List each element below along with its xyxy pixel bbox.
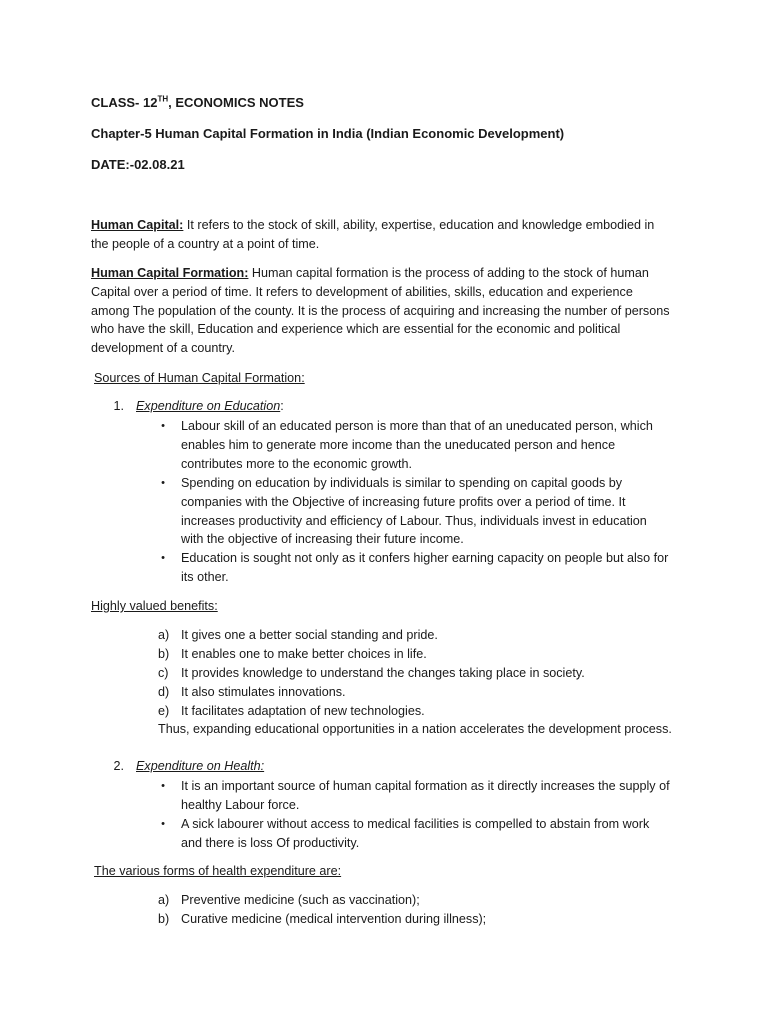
list-item: A sick labourer without access to medical facilities is compelled to abstain from work and there is loss Of productivity. [181,817,650,850]
list-letter: b) [158,912,170,926]
list-letter: c) [158,666,169,680]
human-capital-formation-definition: Human Capital Formation: Human capital formation is the process of adding to the stock of human Capital over a period of time. It refers to development of abilities, skills, education and experience among The population of the county. It is the process of acquiring and increasing the number of persons who have the skill, Education and experience which are essential for the economic and political development of a country. [91,266,670,356]
list-item: It also stimulates innovations. [181,685,346,699]
chapter-title: Chapter-5 Human Capital Formation in India (Indian Economic Development) [91,126,565,141]
bullet-icon: • [161,780,165,792]
list-item: Spending on education by individuals is similar to spending on capital goods by companies with the Objective of increasing future profits over a period of time. It increases productivity and efficiency of Labour. Thus, individuals invest in education with the objective of increasing their future income. [181,476,647,547]
date-line: DATE:-02.08.21 [91,157,185,172]
sources-heading: Sources of Human Capital Formation: [94,371,305,385]
bullet-icon: • [161,818,165,830]
list-item: Preventive medicine (such as vaccination); [181,893,420,907]
list-number: 1. [113,399,124,413]
list-item: It enables one to make better choices in life. [181,647,427,661]
list-item: It is an important source of human capital formation as it directly increases the supply of healthy Labour force. [181,779,670,812]
list-item: It gives one a better social standing and pride. [181,628,438,642]
bullet-icon: • [161,552,165,564]
list-item: Labour skill of an educated person is more than that of an uneducated person, which enables him to generate more income than the uneducated person and hence contributes more to the economic growth. [181,419,653,471]
health-forms-heading: The various forms of health expenditure are: [94,864,342,878]
list-letter: b) [158,647,170,661]
benefits-conclusion: Thus, expanding educational opportunities in a nation accelerates the development process. [158,722,672,736]
class-title: CLASS- 12TH, ECONOMICS NOTES [91,94,304,110]
benefits-heading: Highly valued benefits: [91,599,218,613]
list-letter: a) [158,628,170,642]
health-title: Expenditure on Health: [136,759,265,773]
human-capital-definition: Human Capital: It refers to the stock of skill, ability, expertise, education and knowledge embodied in the people of a country at a point of time. [91,218,655,251]
list-item: Education is sought not only as it confers higher earning capacity on people but also for its other. [181,551,669,584]
list-item: It facilitates adaptation of new technologies. [181,704,425,718]
list-item: It provides knowledge to understand the changes taking place in society. [181,666,585,680]
education-title: Expenditure on Education: [136,399,284,413]
bullet-icon: • [161,477,165,489]
bullet-icon: • [161,420,165,432]
list-number: 2. [113,759,124,773]
list-letter: d) [158,685,170,699]
list-item: Curative medicine (medical intervention during illness); [181,912,487,926]
list-letter: e) [158,704,170,718]
list-letter: a) [158,893,170,907]
